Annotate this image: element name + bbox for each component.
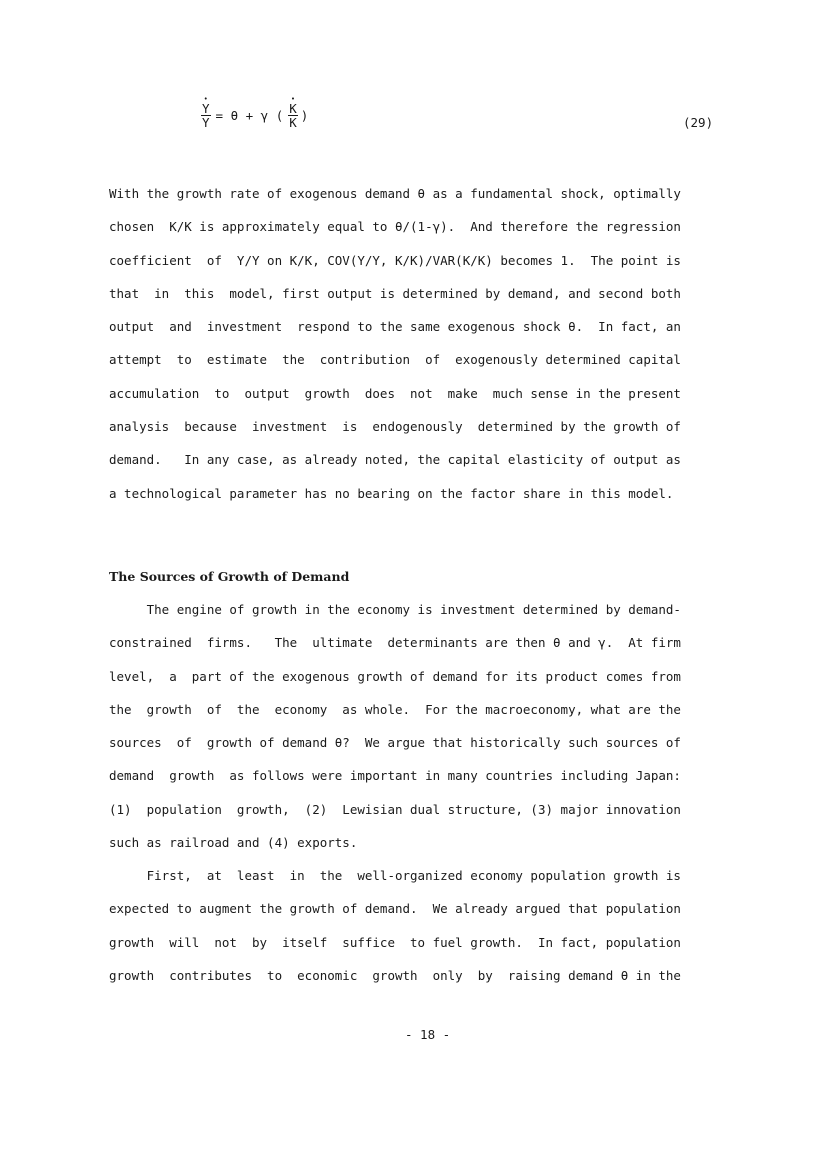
text-line: such as railroad and (4) exports. — [109, 835, 358, 851]
text-line: chosen K/K is approximately equal to θ/(1-γ). And therefore the regression — [109, 219, 681, 235]
paragraph-2 — [109, 602, 739, 868]
text-line: First, at least in the well-organized economy population growth is — [109, 868, 681, 883]
equation-middle: = θ + γ ( — [215, 108, 284, 123]
fraction-kdot-over-k — [288, 102, 298, 129]
text-line: growth contributes to economic growth only by raising demand θ in the — [109, 967, 681, 983]
text-line: coefficient of Y/Y on K/K, COV(Y/Y, K/K)/VAR(K/K) becomes 1. The point is — [109, 252, 681, 268]
equation-lhs-numerator: • Y — [202, 102, 210, 115]
text-line: analysis because investment is endogenously determined by the growth of — [109, 419, 681, 435]
text-line: constrained firms. The ultimate determinants are then θ and γ. At firm — [109, 635, 681, 651]
text-line: level, a part of the exogenous growth of demand for its product comes from — [109, 668, 681, 684]
equation-rhs-numerator: • K — [289, 102, 297, 115]
text-line: demand. In any case, as already noted, the capital elasticity of output as — [109, 452, 681, 468]
equation-lhs-denominator: Y — [202, 115, 210, 130]
text-line: growth will not by itself suffice to fuel growth. In fact, population — [109, 934, 681, 950]
equation-rhs-denominator: K — [289, 115, 297, 130]
text-line: expected to augment the growth of demand. We already argued that population — [109, 901, 681, 917]
equation-close-paren: ) — [300, 108, 309, 123]
text-line: With the growth rate of exogenous demand θ as a fundamental shock, optimally — [109, 186, 681, 201]
equation-29 — [198, 102, 308, 129]
text-line: output and investment respond to the same exogenous shock θ. In fact, an — [109, 319, 681, 335]
text-line: The engine of growth in the economy is investment determined by demand- — [109, 602, 681, 617]
text-line: accumulation to output growth does not make much sense in the present — [109, 385, 681, 401]
text-line: attempt to estimate the contribution of exogenously determined capital — [109, 352, 681, 368]
page-number: - 18 - — [405, 1027, 451, 1042]
fraction-ydot-over-y — [201, 102, 211, 129]
equation-number: (29) — [683, 115, 714, 130]
paragraph-3 — [109, 868, 739, 1001]
text-line: the growth of the economy as whole. For the macroeconomy, what are the — [109, 701, 681, 717]
text-line: that in this model, first output is determined by demand, and second both — [109, 285, 681, 301]
section-heading: The Sources of Growth of Demand — [109, 569, 350, 584]
text-line: a technological parameter has no bearing on the factor share in this model. — [109, 485, 674, 501]
text-line: demand growth as follows were important in many countries including Japan: — [109, 768, 681, 784]
paragraph-1 — [109, 186, 739, 519]
text-line: (1) population growth, (2) Lewisian dual structure, (3) major innovation — [109, 801, 681, 817]
text-line: sources of growth of demand θ? We argue that historically such sources of — [109, 735, 681, 751]
